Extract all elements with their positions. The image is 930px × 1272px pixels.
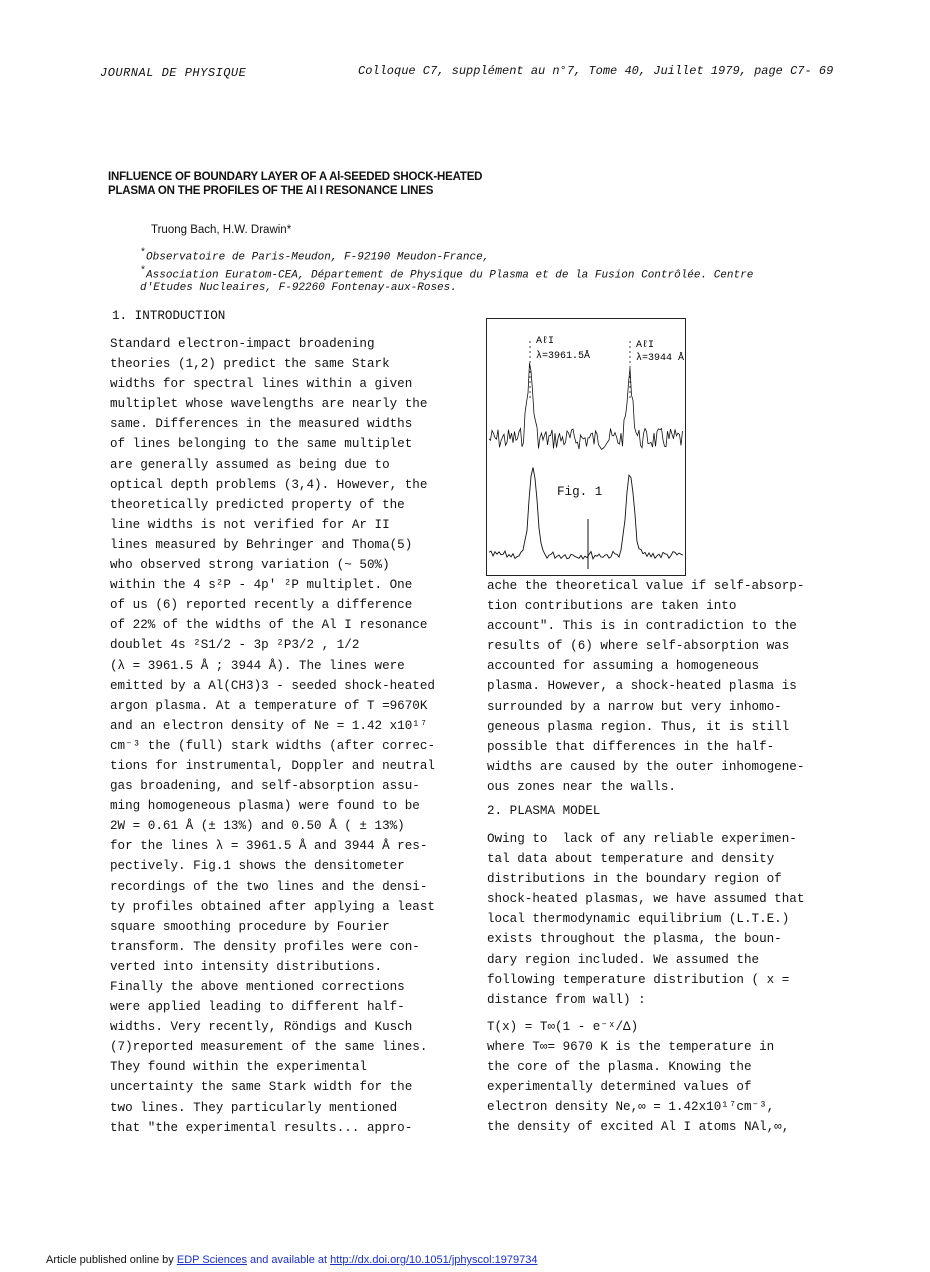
text-line: widths. Very recently, Röndigs and Kusch bbox=[110, 1020, 413, 1035]
text-line: uncertainty the same Stark width for the bbox=[110, 1080, 413, 1095]
figure-caption: Fig. 1 bbox=[557, 485, 603, 499]
text-line: tions for instrumental, Doppler and neutral bbox=[110, 758, 435, 773]
text-line: that "the experimental results... appro- bbox=[110, 1120, 413, 1135]
text-line: within the 4 s²P - 4p' ²P multiplet. One bbox=[110, 578, 413, 593]
text-line: argon plasma. At a temperature of T =9670K bbox=[110, 698, 428, 713]
text-line: who observed strong variation (~ 50%) bbox=[110, 558, 390, 573]
footer-prefix: Article published online by bbox=[46, 1254, 177, 1266]
text-line: ming homogeneous plasma) were found to be bbox=[110, 799, 420, 814]
text-line: the core of the plasma. Knowing the bbox=[487, 1060, 752, 1075]
title-line-2: PLASMA ON THE PROFILES OF THE Al I RESONANCE LINES bbox=[108, 185, 434, 197]
text-line: dary region included. We assumed the bbox=[487, 952, 760, 967]
section-1-body bbox=[110, 334, 460, 1138]
densitometer-trace bbox=[489, 363, 683, 449]
text-line: distance from wall) : bbox=[487, 992, 646, 1007]
text-line: results of (6) where self-absorption was bbox=[487, 639, 790, 654]
publication-footer bbox=[46, 1254, 537, 1266]
affiliation-marker: * bbox=[140, 265, 147, 277]
text-line: following temperature distribution ( x = bbox=[487, 972, 790, 987]
affiliation-3: d'Etudes Nucleaires, F-92260 Fontenay-aux-Roses. bbox=[140, 282, 457, 295]
text-line: Owing to lack of any reliable experimen- bbox=[487, 832, 797, 846]
text-line: widths are caused by the outer inhomogene- bbox=[487, 759, 805, 774]
text-line: verted into intensity distributions. bbox=[110, 959, 383, 974]
text-line: ache the theoretical value if self-absorp- bbox=[487, 579, 805, 593]
text-line: geneous plasma region. Thus, it is still bbox=[487, 719, 790, 734]
text-line: pectively. Fig.1 shows the densitometer bbox=[110, 859, 405, 874]
text-line: experimentally determined values of bbox=[487, 1080, 752, 1095]
text-line: tion contributions are taken into bbox=[487, 599, 737, 614]
section-2-body bbox=[487, 829, 837, 1010]
text-line: doublet 4s ²S1/2 - 3p ²P3/2 , 1/2 bbox=[110, 638, 360, 653]
text-line: and an electron density of Ne = 1.42 x10¹⁷ bbox=[110, 718, 428, 733]
text-line: line widths is not verified for Ar II bbox=[110, 517, 390, 532]
section-1-heading: 1. INTRODUCTION bbox=[112, 309, 226, 323]
line-2-wavelength: λ=3944 Å bbox=[636, 353, 685, 364]
text-line: exists throughout the plasma, the boun- bbox=[487, 932, 782, 947]
text-line: ty profiles obtained after applying a least bbox=[110, 899, 435, 914]
affiliation-2 bbox=[140, 265, 830, 283]
title-line-1: INFLUENCE OF BOUNDARY LAYER OF A Al-SEEDED SHOCK-HEATED bbox=[108, 171, 483, 183]
text-line: square smoothing procedure by Fourier bbox=[110, 919, 390, 934]
line-2-label: AℓI bbox=[636, 340, 655, 351]
text-line: local thermodynamic equilibrium (L.T.E.) bbox=[487, 912, 790, 927]
text-line: same. Differences in the measured widths bbox=[110, 417, 413, 432]
section-2-heading: 2. PLASMA MODEL bbox=[487, 804, 601, 818]
text-line: recordings of the two lines and the densi- bbox=[110, 879, 428, 894]
text-line: of lines belonging to the same multiplet bbox=[110, 437, 413, 452]
colloque-reference: Colloque C7, supplément au n°7, Tome 40, Juillet 1979, page C7- 69 bbox=[358, 64, 834, 78]
affiliation-1-text: Observatoire de Paris-Meudon, F-92190 Meudon-France, bbox=[146, 251, 490, 264]
affiliation-1 bbox=[140, 247, 830, 265]
text-line: account". This is in contradiction to the bbox=[487, 619, 797, 634]
text-line: transform. The density profiles were con- bbox=[110, 939, 420, 954]
line-1-label: AℓI bbox=[536, 336, 555, 347]
text-line: of 22% of the widths of the Al I resonance bbox=[110, 618, 428, 633]
temperature-formula: T(x) = T∞(1 - e⁻ˣ/Δ) bbox=[487, 1020, 639, 1034]
doi-link[interactable]: http://dx.doi.org/10.1051/jphyscol:1979734 bbox=[330, 1254, 538, 1266]
text-line: are generally assumed as being due to bbox=[110, 457, 390, 472]
text-line: (7)reported measurement of the same lines. bbox=[110, 1040, 428, 1055]
text-line: lines measured by Behringer and Thoma(5) bbox=[110, 537, 413, 552]
text-line: where T∞= 9670 K is the temperature in bbox=[487, 1040, 775, 1054]
text-line: emitted by a Al(CH3)3 - seeded shock-heated bbox=[110, 678, 435, 693]
footer-middle: and available at bbox=[246, 1254, 331, 1266]
text-line: electron density Ne,∞ = 1.42x10¹⁷cm⁻³, bbox=[487, 1100, 775, 1115]
text-line: distributions in the boundary region of bbox=[487, 872, 782, 887]
text-line: possible that differences in the half- bbox=[487, 739, 775, 754]
text-line: theories (1,2) predict the same Stark bbox=[110, 357, 390, 372]
authors: Truong Bach, H.W. Drawin* bbox=[151, 224, 292, 236]
text-line: theoretically predicted property of the bbox=[110, 497, 405, 512]
text-line: multiplet whose wavelengths are nearly the bbox=[110, 397, 428, 412]
text-line: for the lines λ = 3961.5 Å and 3944 Å res- bbox=[110, 839, 428, 854]
text-line: were applied leading to different half- bbox=[110, 1000, 405, 1015]
text-line: plasma. However, a shock-heated plasma is bbox=[487, 679, 797, 694]
text-line: tal data about temperature and density bbox=[487, 852, 775, 867]
text-line: Finally the above mentioned corrections bbox=[110, 980, 405, 994]
text-line: accounted for assuming a homogeneous bbox=[487, 659, 760, 674]
affiliation-marker: * bbox=[140, 248, 147, 259]
line-1-wavelength: λ=3961.5Å bbox=[536, 351, 591, 362]
figure-1-densitometer bbox=[486, 318, 686, 576]
publisher-link[interactable]: EDP Sciences bbox=[176, 1254, 247, 1266]
text-line: the density of excited Al I atoms NAl,∞, bbox=[487, 1120, 790, 1135]
text-line: surrounded by a narrow but very inhomo- bbox=[487, 699, 782, 714]
affiliations bbox=[140, 247, 830, 295]
affiliation-2-text: Association Euratom-CEA, Département de Physique du Plasma et de la Fusion Contrôlée. Centre bbox=[146, 269, 754, 282]
text-line: optical depth problems (3,4). However, the bbox=[110, 477, 428, 492]
text-line: two lines. They particularly mentioned bbox=[110, 1100, 398, 1115]
text-line: widths for spectral lines within a given bbox=[110, 377, 413, 392]
text-line: of us (6) reported recently a difference bbox=[110, 598, 413, 613]
text-line: 2W = 0.61 Å (± 13%) and 0.50 Å ( ± 13%) bbox=[110, 819, 405, 834]
text-line: ous zones near the walls. bbox=[487, 779, 676, 794]
text-line: shock-heated plasmas, we have assumed that bbox=[487, 892, 805, 907]
text-line: cm⁻³ the (full) stark widths (after correc- bbox=[110, 738, 435, 753]
journal-name: JOURNAL DE PHYSIQUE bbox=[100, 66, 247, 80]
section-1-continued bbox=[487, 576, 837, 797]
paper-title bbox=[108, 170, 628, 198]
section-2-body-continued bbox=[487, 1037, 837, 1137]
text-line: Standard electron-impact broadening bbox=[110, 337, 375, 351]
text-line: They found within the experimental bbox=[110, 1060, 367, 1075]
density-profile-trace bbox=[489, 468, 683, 559]
text-line: (λ = 3961.5 Å ; 3944 Å). The lines were bbox=[110, 658, 405, 673]
text-line: gas broadening, and self-absorption assu- bbox=[110, 779, 420, 794]
